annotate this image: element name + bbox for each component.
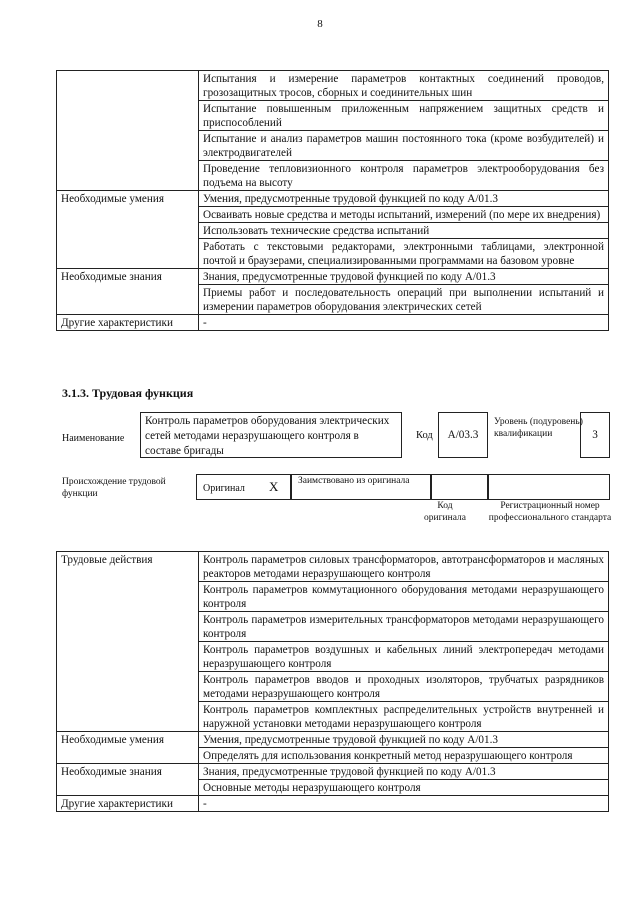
row-label-knowledge: Необходимые знания <box>57 764 199 796</box>
row-text: Приемы работ и последовательность операций при выполнении испытаний и измерении параметров оборудования электрических сетей <box>199 285 609 315</box>
row-text: Испытания и измерение параметров контактных соединений проводов, грозозащитных тросов, сборных и соединительных шин <box>199 71 609 101</box>
row-text: Контроль параметров измерительных трансформаторов методами неразрушающего контроля <box>199 612 609 642</box>
row-text: Осваивать новые средства и методы испытаний, измерений (по мере их внедрения) <box>199 207 609 223</box>
origin-row <box>196 474 610 500</box>
row-text: Контроль параметров комплектных распределительных устройств внутренней и наружной установки методами неразрушающего контроля <box>199 702 609 732</box>
row-label-skills: Необходимые умения <box>57 732 199 764</box>
table-row <box>57 732 609 748</box>
row-text: Основные методы неразрушающего контроля <box>199 780 609 796</box>
row-text: Контроль параметров воздушных и кабельных линий электропередач методами неразрушающего контроля <box>199 642 609 672</box>
code-label: Код <box>416 430 433 441</box>
row-text: Использовать технические средства испытаний <box>199 223 609 239</box>
function-name-box: Контроль параметров оборудования электрических сетей методами неразрушающего контроля в составе бригады <box>140 412 402 458</box>
row-text: Работать с текстовыми редакторами, электронными таблицами, электронной почтой и браузерами, специализированными программами на базовом уровне <box>199 239 609 269</box>
section-heading: 3.1.3. Трудовая функция <box>62 386 194 400</box>
row-text: Испытание и анализ параметров машин постоянного тока (кроме возбудителей) и электродвигателей <box>199 131 609 161</box>
row-text: Испытание повышенным приложенным напряжением защитных средств и приспособлений <box>199 101 609 131</box>
row-text: Контроль параметров силовых трансформаторов, автотрансформаторов и масляных реакторов методами неразрушающего контроля <box>199 552 609 582</box>
row-text: - <box>199 315 609 331</box>
functions-table <box>56 551 609 812</box>
code-value-box: А/03.3 <box>438 412 488 458</box>
row-label-actions: Трудовые действия <box>57 552 199 732</box>
reg-number-cell <box>488 474 610 500</box>
row-text: Определять для использования конкретный метод неразрушающего контроля <box>199 748 609 764</box>
code-original-cell <box>431 474 488 500</box>
page-number: 8 <box>317 18 323 30</box>
row-label-other: Другие характеристики <box>57 315 199 331</box>
row-text: Проведение тепловизионного контроля параметров электрооборудования без подъема на высоту <box>199 161 609 191</box>
row-text: Умения, предусмотренные трудовой функцией по коду А/01.3 <box>199 732 609 748</box>
row-text: Умения, предусмотренные трудовой функцией по коду А/01.3 <box>199 191 609 207</box>
row-text: - <box>199 796 609 812</box>
name-label: Наименование <box>62 433 125 444</box>
row-text: Контроль параметров вводов и проходных изоляторов, трубчатых разрядников методами неразрушающего контроля <box>199 672 609 702</box>
code-original-caption: Код оригинала <box>424 501 466 523</box>
table-row <box>57 269 609 285</box>
original-label: Оригинал <box>203 483 245 494</box>
row-text: Знания, предусмотренные трудовой функцией по коду А/01.3 <box>199 269 609 285</box>
level-value-box: 3 <box>580 412 610 458</box>
row-label-knowledge: Необходимые знания <box>57 269 199 315</box>
functions-table-continued <box>56 70 609 331</box>
table-row <box>57 764 609 780</box>
original-mark: X <box>269 479 279 494</box>
table-row <box>57 71 609 101</box>
table-row <box>57 552 609 582</box>
level-label: Уровень (подуровень) квалификации <box>494 417 583 439</box>
reg-number-caption: Регистрационный номер профессионального стандарта <box>488 501 612 523</box>
borrowed-label: Заимствовано из оригинала <box>298 476 410 486</box>
table-row <box>57 796 609 812</box>
table-row <box>57 315 609 331</box>
origin-label: Происхождение трудовой функции <box>62 477 166 499</box>
row-label-other: Другие характеристики <box>57 796 199 812</box>
borrowed-cell <box>291 474 431 500</box>
table-row <box>57 191 609 207</box>
row-label-skills: Необходимые умения <box>57 191 199 269</box>
row-label <box>57 71 199 191</box>
row-text: Контроль параметров коммутационного оборудования методами неразрушающего контроля <box>199 582 609 612</box>
original-cell <box>196 474 291 500</box>
row-text: Знания, предусмотренные трудовой функцией по коду А/01.3 <box>199 764 609 780</box>
